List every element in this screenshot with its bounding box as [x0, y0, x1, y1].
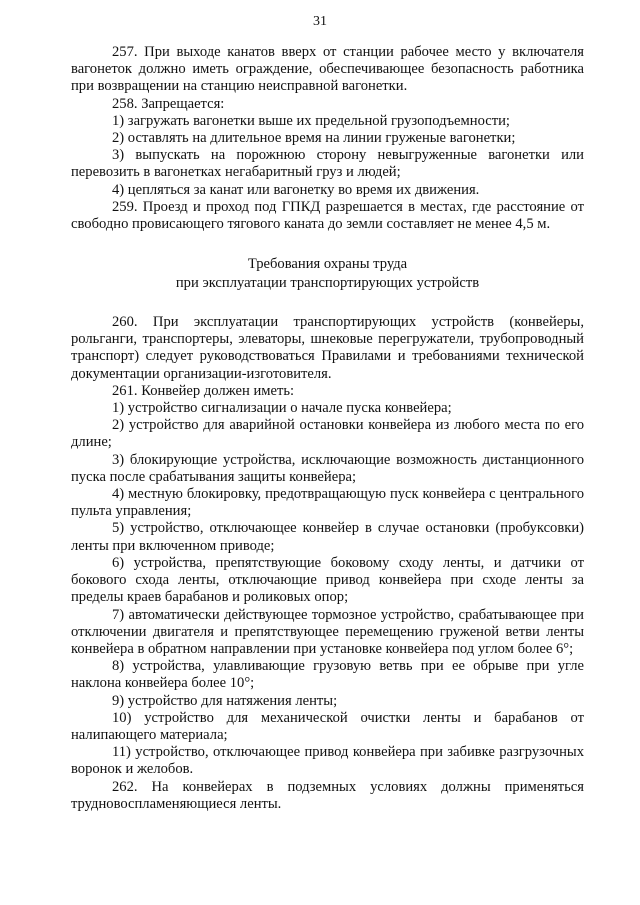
document-body [71, 44, 584, 813]
section-title-line-1: Требования охраны труда [247, 256, 408, 273]
list-item-261-3: 3) блокирующие устройства, исключающие возможность дистанционного пуска после срабатывания защиты конвейера; [71, 451, 584, 485]
paragraph-262: 262. На конвейерах в подземных условиях должны применяться трудновоспламеняющиеся ленты. [71, 778, 584, 812]
list-item-261-11: 11) устройство, отключающее привод конвейера при забивке разгрузочных воронок и желобов. [71, 744, 584, 778]
list-item-258-1: 1) загружать вагонетки выше их предельной грузоподъемности; [112, 112, 510, 129]
paragraph-260: 260. При эксплуатации транспортирующих устройств (конвейеры, рольганги, транспортеры, элеваторы, шнековые перегружатели, трубопроводный транспорт) следует руководствоваться Правилами и требованиями технической документации организации-изготовителя. [71, 314, 584, 382]
list-item-258-4: 4) цепляться за канат или вагонетку во время их движения. [112, 181, 480, 198]
paragraph-259: 259. Проезд и проход под ГПКД разрешается в местах, где расстояние от свободно провисающего тягового каната до земли составляет не менее 4,5 м. [71, 198, 584, 233]
list-item-261-10: 10) устройство для механической очистки ленты и барабанов от налипающего материала; [71, 709, 584, 743]
paragraph-258: 258. Запрещается: [112, 95, 225, 112]
list-item-261-9: 9) устройство для натяжения ленты; [112, 692, 338, 709]
list-item-258-2: 2) оставлять на длительное время на линии груженые вагонетки; [112, 130, 516, 147]
list-item-261-4: 4) местную блокировку, предотвращающую пуск конвейера с центрального пульта управления; [71, 486, 584, 520]
paragraph-257: 257. При выходе канатов вверх от станции рабочее место у включателя вагонеток должно иметь ограждение, обеспечивающее безопасность работника при возвращении на станцию неисправной вагонетки. [71, 44, 584, 95]
page-number: 31 [313, 14, 327, 29]
list-item-261-7: 7) автоматически действующее тормозное устройство, срабатывающее при отключении двигателя и препятствующее перемещению груженой ветви ленты конвейера в обратном направлении при установке конвейера под углом более 6°; [71, 606, 584, 657]
list-item-261-2: 2) устройство для аварийной остановки конвейера из любого места по его длине; [71, 417, 584, 451]
list-item-261-8: 8) устройства, улавливающие грузовую ветвь при ее обрыве при угле наклона конвейера более 10°; [71, 658, 584, 692]
list-item-258-3: 3) выпускать на порожнюю сторону невыгруженные вагонетки или перевозить в вагонетках негабаритный груз и людей; [71, 147, 584, 181]
list-item-261-6: 6) устройства, препятствующие боковому сходу ленты, и датчики от бокового схода ленты, отключающие привод конвейера при сходе ленты за пределы краев барабанов и роликовых опор; [71, 554, 584, 606]
list-item-261-1: 1) устройство сигнализации о начале пуска конвейера; [112, 400, 452, 417]
section-title-line-2: при эксплуатации транспортирующих устройств [175, 274, 480, 291]
list-item-261-5: 5) устройство, отключающее конвейер в случае остановки (пробуксовки) ленты при включенном приводе; [71, 520, 584, 554]
paragraph-261: 261. Конвейер должен иметь: [112, 382, 295, 399]
section-title [71, 255, 584, 292]
